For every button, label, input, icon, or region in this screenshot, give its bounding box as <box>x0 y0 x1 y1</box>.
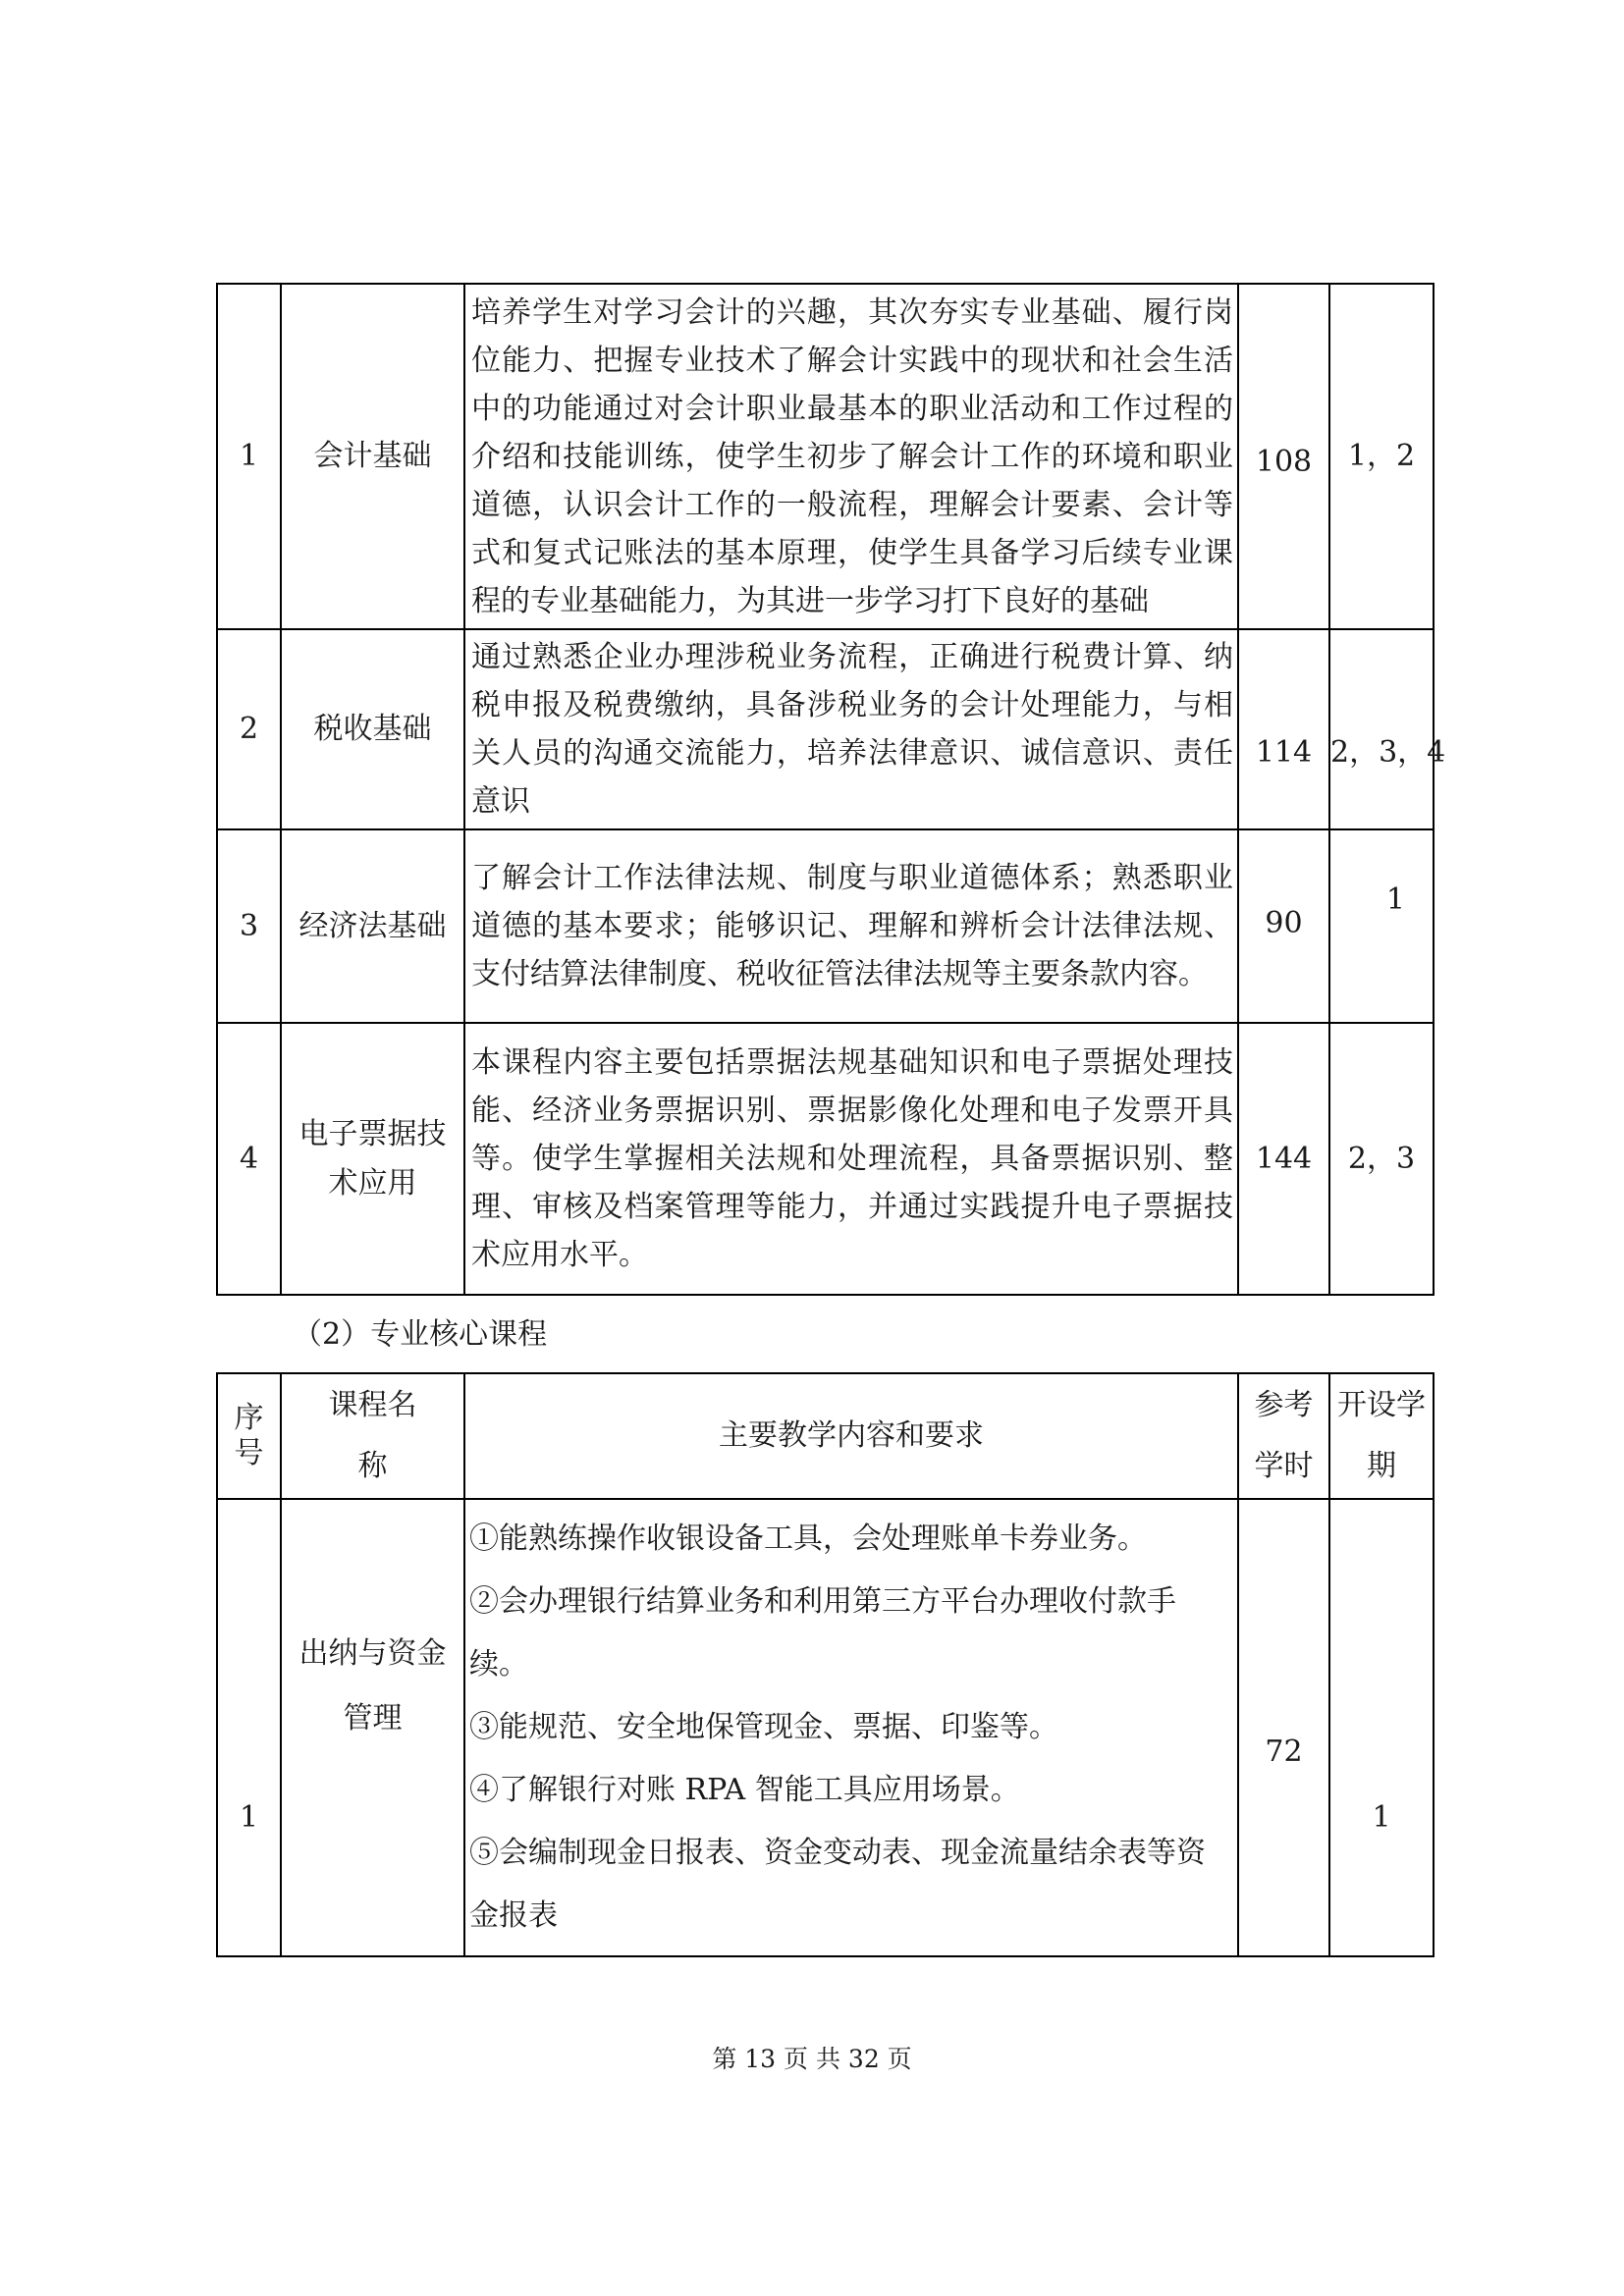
course-number: 4 <box>217 1023 281 1295</box>
table-row <box>217 1499 1434 1956</box>
course-hours: 72 <box>1238 1499 1329 1956</box>
table-row <box>217 829 1434 1023</box>
table-row <box>217 284 1434 629</box>
course-hours: 90 <box>1238 829 1329 1023</box>
course-description: 通过熟悉企业办理涉税业务流程，正确进行税费计算、纳税申报及税费缴纳，具备涉税业务的会计处理能力，与相关人员的沟通交流能力，培养法律意识、诚信意识、责任意识 <box>464 629 1238 829</box>
content-item: ②会办理银行结算业务和利用第三方平台办理收付款手续。 <box>469 1584 1176 1682</box>
course-name: 会计基础 <box>281 284 464 629</box>
course-name: 出纳与资金管理 <box>281 1499 464 1956</box>
course-term: 2，3，4 <box>1329 629 1434 829</box>
table-row <box>217 1023 1434 1295</box>
course-number: 2 <box>217 629 281 829</box>
section-title: （2）专业核心课程 <box>293 1317 548 1352</box>
content-item: ④了解银行对账 RPA 智能工具应用场景。 <box>469 1773 1020 1807</box>
course-number: 1 <box>217 284 281 629</box>
course-term: 1，2 <box>1329 284 1434 629</box>
course-number: 3 <box>217 829 281 1023</box>
course-hours: 108 <box>1238 284 1329 629</box>
course-term: 1 <box>1329 829 1434 1023</box>
course-hours: 144 <box>1238 1023 1329 1295</box>
content-item: ⑤会编制现金日报表、资金变动表、现金流量结余表等资金报表 <box>469 1836 1206 1933</box>
course-name: 税收基础 <box>281 629 464 829</box>
course-term: 1 <box>1329 1499 1434 1956</box>
course-hours: 114 <box>1238 629 1329 829</box>
course-term: 2，3 <box>1329 1023 1434 1295</box>
header-content: 主要教学内容和要求 <box>464 1373 1238 1499</box>
course-description: 了解会计工作法律法规、制度与职业道德体系；熟悉职业道德的基本要求；能够识记、理解和辨析会计法律法规、支付结算法律制度、税收征管法律法规等主要条款内容。 <box>464 829 1238 1023</box>
course-name: 经济法基础 <box>281 829 464 1023</box>
header-course-name: 课程名称 <box>281 1373 464 1499</box>
course-description: 培养学生对学习会计的兴趣，其次夯实专业基础、履行岗位能力、把握专业技术了解会计实践中的现状和社会生活中的功能通过对会计职业最基本的职业活动和工作过程的介绍和技能训练，使学生初步了解会计工作的环境和职业道德，认识会计工作的一般流程，理解会计要素、会计等式和复式记账法的基本原理，使学生具备学习后续专业课程的专业基础能力，为其进一步学习打下良好的基础 <box>464 284 1238 629</box>
table-header-row <box>217 1373 1434 1499</box>
course-content <box>464 1499 1238 1956</box>
course-name: 电子票据技术应用 <box>281 1023 464 1295</box>
header-number: 序号 <box>217 1373 281 1499</box>
foundation-courses-table <box>216 283 1446 1296</box>
header-hours: 参考学时 <box>1238 1373 1329 1499</box>
course-description: 本课程内容主要包括票据法规基础知识和电子票据处理技能、经济业务票据识别、票据影像化处理和电子发票开具等。使学生掌握相关法规和处理流程，具备票据识别、整理、审核及档案管理等能力，并通过实践提升电子票据技术应用水平。 <box>464 1023 1238 1295</box>
course-number: 1 <box>217 1499 281 1956</box>
content-item: ③能规范、安全地保管现金、票据、印鉴等。 <box>469 1710 1058 1744</box>
header-term: 开设学期 <box>1329 1373 1434 1499</box>
content-item: ①能熟练操作收银设备工具，会处理账单卡券业务。 <box>469 1522 1147 1556</box>
core-courses-table <box>216 1372 1435 1957</box>
table-row <box>217 629 1434 829</box>
page-footer: 第 13 页 共 32 页 <box>712 2045 912 2073</box>
